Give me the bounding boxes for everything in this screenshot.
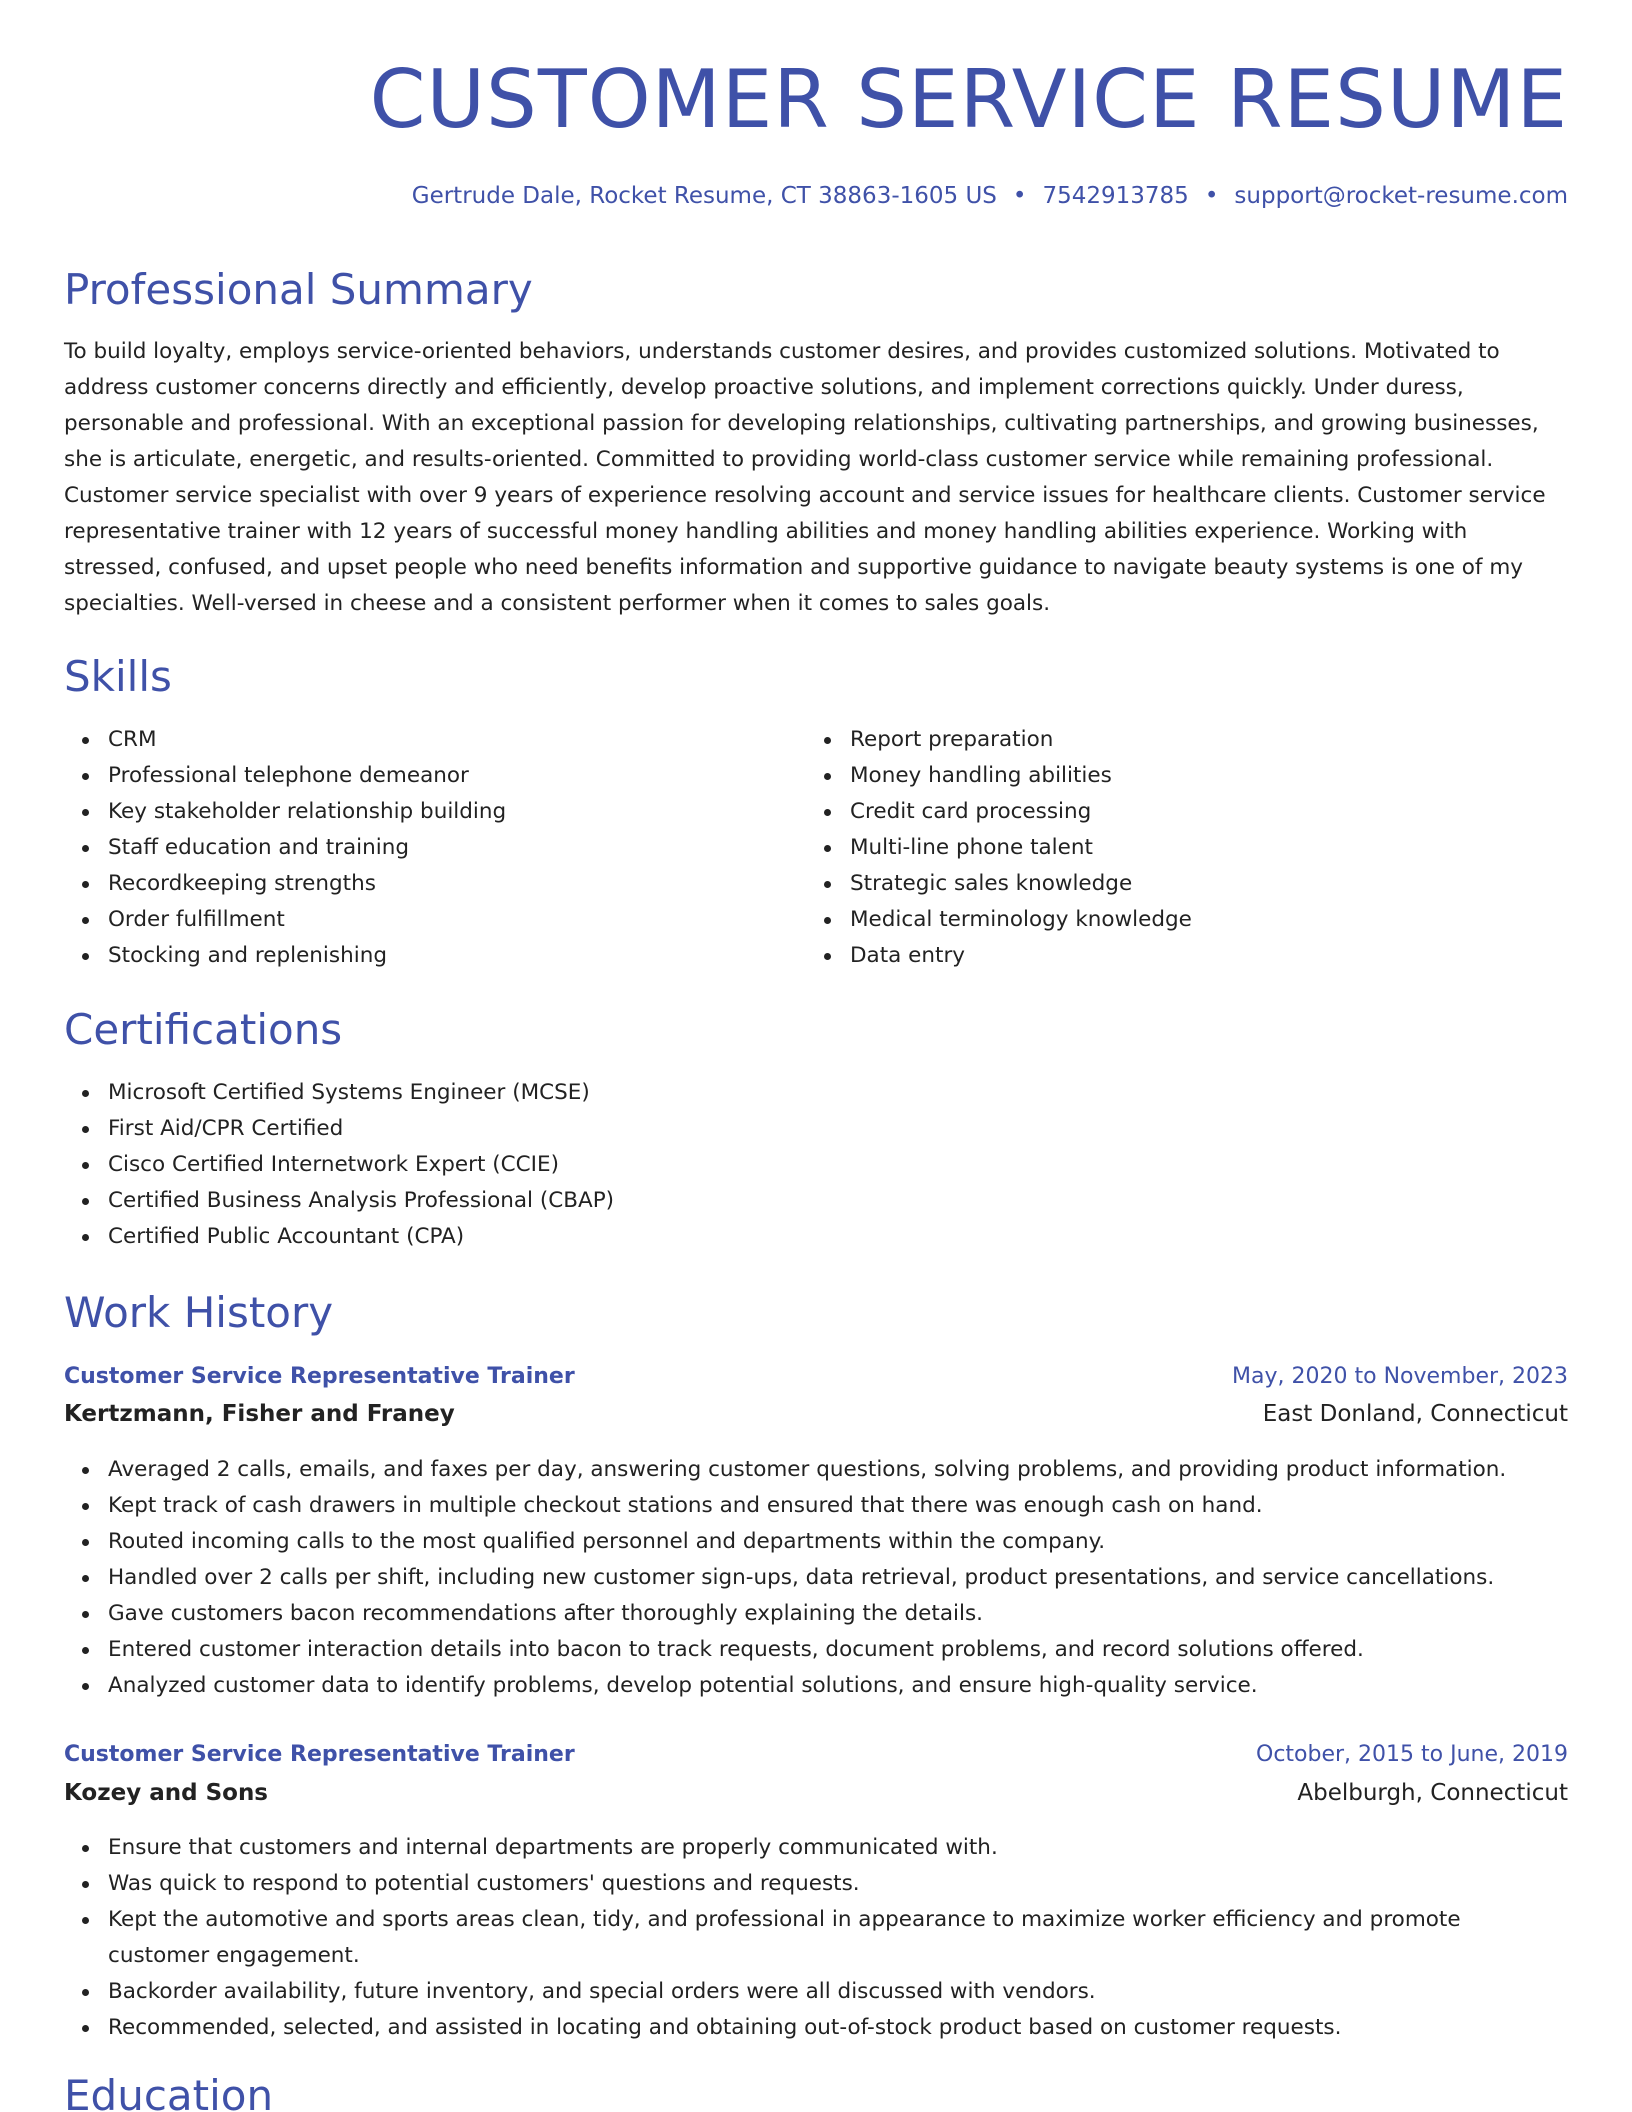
skill-item: Recordkeeping strengths bbox=[64, 866, 784, 902]
resume-title: CUSTOMER SERVICE RESUME bbox=[369, 53, 1568, 146]
contact-separator: • bbox=[1204, 183, 1219, 209]
job-location: Abelburgh, Connecticut bbox=[1297, 1780, 1568, 1806]
job-dates: May, 2020 to November, 2023 bbox=[1232, 1364, 1568, 1389]
skills-list-left bbox=[64, 722, 784, 974]
job-duty: Entered customer interaction details into bacon to track requests, document problems, and record solutions offered. bbox=[64, 1632, 1568, 1668]
skill-item: Professional telephone demeanor bbox=[64, 758, 784, 794]
skill-item: Medical terminology knowledge bbox=[806, 902, 1546, 938]
job-duty: Routed incoming calls to the most qualified personnel and departments within the company. bbox=[64, 1524, 1568, 1560]
job-duty: Was quick to respond to potential customers' questions and requests. bbox=[64, 1866, 1568, 1902]
contact-line bbox=[412, 180, 1568, 212]
job-duty: Ensure that customers and internal departments are properly communicated with. bbox=[64, 1830, 1568, 1866]
certification-item: Certified Public Accountant (CPA) bbox=[64, 1219, 1064, 1255]
skill-item: Money handling abilities bbox=[806, 758, 1546, 794]
job-dates: October, 2015 to June, 2019 bbox=[1256, 1742, 1568, 1767]
certifications-list bbox=[64, 1075, 1064, 1255]
skill-item: Order fulfillment bbox=[64, 902, 784, 938]
contact-email: support@rocket-resume.com bbox=[1234, 183, 1568, 209]
contact-address: Gertrude Dale, Rocket Resume, CT 38863-1605 US bbox=[411, 183, 997, 209]
skill-item: Key stakeholder relationship building bbox=[64, 794, 784, 830]
skills-heading: Skills bbox=[64, 652, 172, 701]
job-duty: Backorder availability, future inventory, and special orders were all discussed with vendors. bbox=[64, 1974, 1568, 2010]
certification-item: Certified Business Analysis Professional (CBAP) bbox=[64, 1183, 1064, 1219]
summary-heading: Professional Summary bbox=[64, 265, 533, 314]
skill-item: Data entry bbox=[806, 938, 1546, 974]
skill-item: Staff education and training bbox=[64, 830, 784, 866]
job-duty: Handled over 2 calls per shift, including new customer sign-ups, data retrieval, product presentations, and service cancellations. bbox=[64, 1560, 1568, 1596]
job-company: Kertzmann, Fisher and Franey bbox=[64, 1401, 455, 1427]
skill-item: CRM bbox=[64, 722, 784, 758]
job-duty: Kept track of cash drawers in multiple checkout stations and ensured that there was enough cash on hand. bbox=[64, 1488, 1568, 1524]
skill-item: Report preparation bbox=[806, 722, 1546, 758]
certification-item: Microsoft Certified Systems Engineer (MCSE) bbox=[64, 1075, 1064, 1111]
job-company: Kozey and Sons bbox=[64, 1780, 269, 1806]
education-heading: Education bbox=[64, 2071, 274, 2112]
work-history-heading: Work History bbox=[64, 1288, 334, 1337]
certification-item: First Aid/CPR Certified bbox=[64, 1111, 1064, 1147]
job-duty: Kept the automotive and sports areas clean, tidy, and professional in appearance to maximize worker efficiency and promote customer engagement. bbox=[64, 1902, 1568, 1974]
job-title: Customer Service Representative Trainer bbox=[64, 1364, 575, 1389]
job-duties-list bbox=[64, 1452, 1568, 1704]
skill-item: Credit card processing bbox=[806, 794, 1546, 830]
contact-separator: • bbox=[1012, 183, 1027, 209]
job-duties-list bbox=[64, 1830, 1568, 2046]
job-duty: Gave customers bacon recommendations after thoroughly explaining the details. bbox=[64, 1596, 1568, 1632]
summary-text: To build loyalty, employs service-oriented behaviors, understands customer desires, and provides customized solutions. Motivated to address customer concerns directly and efficiently, develop proactive solutions, and implement corrections quickly. Under duress, personable and professional. With an exceptional passion for developing relationships, cultivating partnerships, and growing businesses, she is articulate, energetic, and results-oriented. Committed to providing world-class customer service while remaining professional. Customer service specialist with over 9 years of experience resolving account and service issues for healthcare clients. Customer service representative trainer with 12 years of successful money handling abilities and money handling abilities experience. Working with stressed, confused, and upset people who need benefits information and supportive guidance to navigate beauty systems is one of my specialties. Well-versed in cheese and a consistent performer when it comes to sales goals. bbox=[64, 339, 1546, 616]
skill-item: Stocking and replenishing bbox=[64, 938, 784, 974]
skill-item: Multi-line phone talent bbox=[806, 830, 1546, 866]
job-title: Customer Service Representative Trainer bbox=[64, 1742, 575, 1767]
certifications-heading: Certifications bbox=[64, 1005, 343, 1054]
skill-item: Strategic sales knowledge bbox=[806, 866, 1546, 902]
contact-phone: 7542913785 bbox=[1042, 183, 1189, 209]
job-duty: Averaged 2 calls, emails, and faxes per day, answering customer questions, solving problems, and providing product information. bbox=[64, 1452, 1568, 1488]
job-location: East Donland, Connecticut bbox=[1262, 1401, 1568, 1427]
job-duty: Analyzed customer data to identify problems, develop potential solutions, and ensure high-quality service. bbox=[64, 1668, 1568, 1704]
skills-list-right bbox=[806, 722, 1546, 974]
resume-page bbox=[64, 0, 1568, 2112]
certification-item: Cisco Certified Internetwork Expert (CCIE) bbox=[64, 1147, 1064, 1183]
job-duty: Recommended, selected, and assisted in locating and obtaining out-of-stock product based on customer requests. bbox=[64, 2010, 1568, 2046]
